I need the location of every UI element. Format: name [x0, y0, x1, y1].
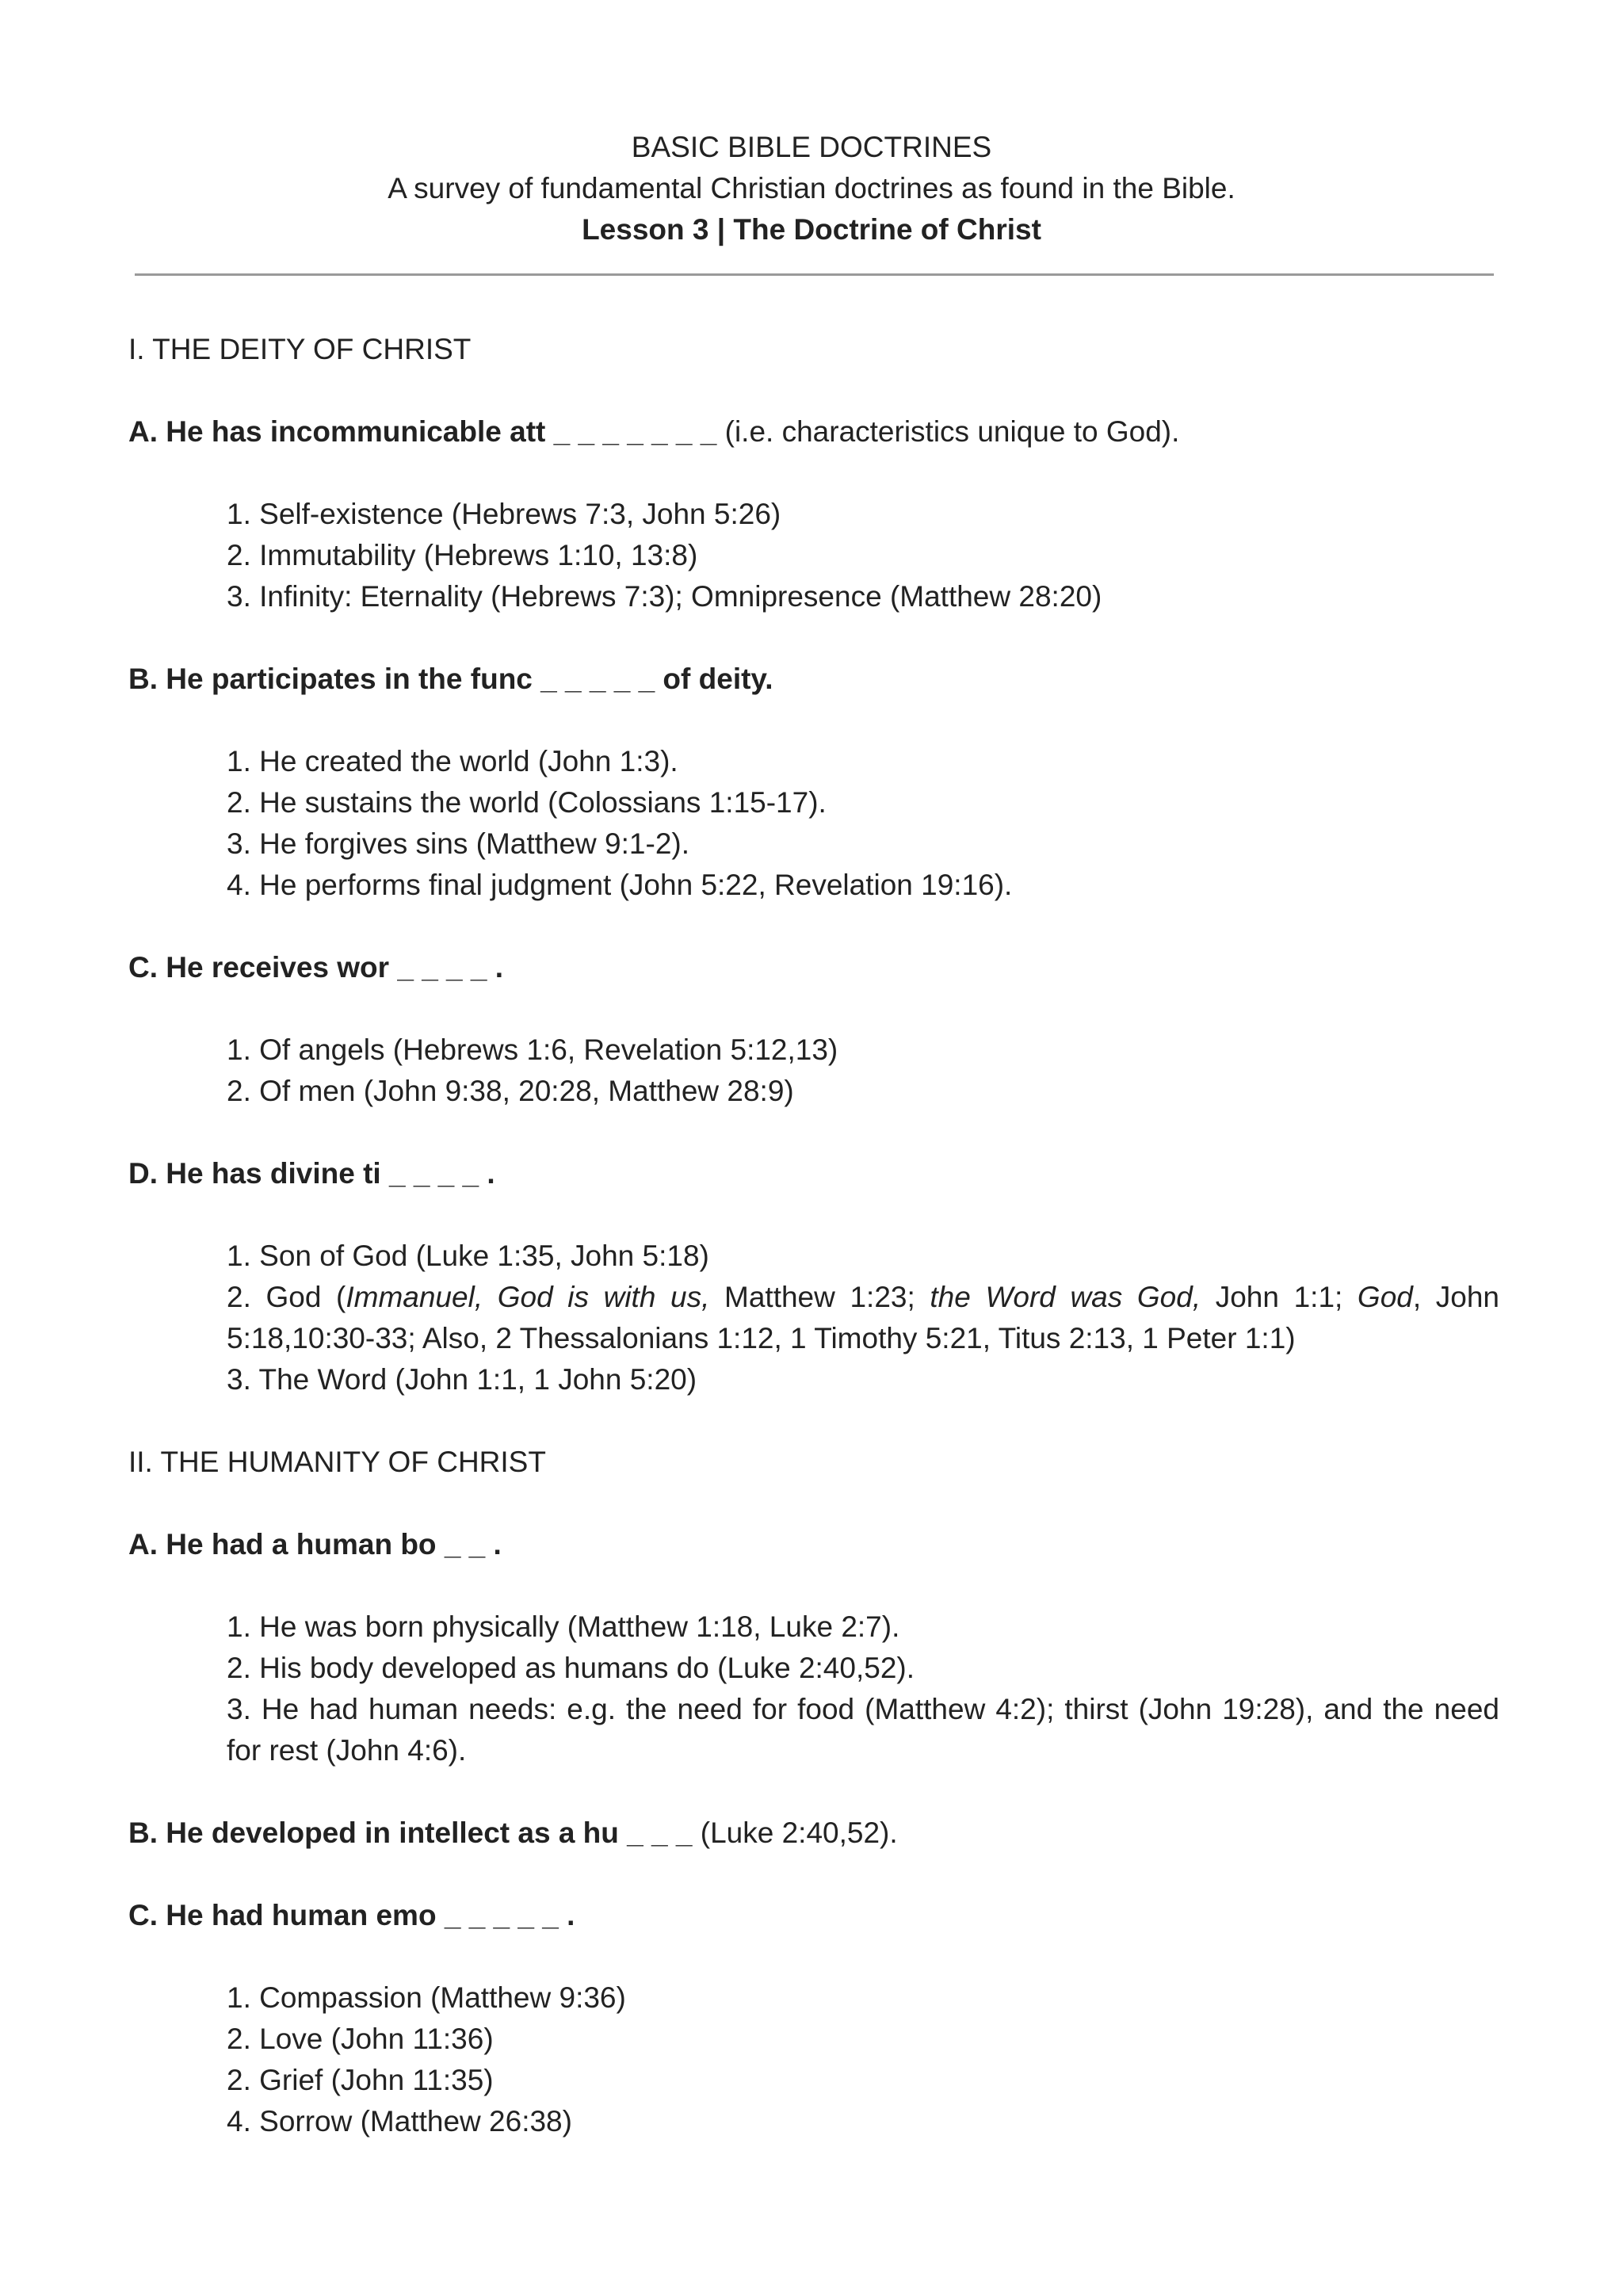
list-item [227, 1277, 1499, 1359]
point-list [227, 1606, 1499, 1771]
point-heading: B. He participates in the func _ _ _ _ _ of deity. [128, 663, 773, 695]
list-item: 2. His body developed as humans do (Luke 2:40,52). [227, 1652, 915, 1684]
point-heading: C. He had human emo _ _ _ _ _ . [128, 1899, 575, 1931]
point-heading-tail: (Luke 2:40,52). [692, 1817, 898, 1849]
header-divider [135, 273, 1494, 276]
list-item: 2. Love (John 11:36) [227, 2023, 494, 2055]
lesson-title: Lesson 3 | The Doctrine of Christ [582, 213, 1041, 246]
list-item-text: , John 5:18,10:30-33; Also, 2 Thessalonians 1:12, 1 Timothy 5:21, Titus 2:13, 1 Peter 1:1) [227, 1281, 1499, 1354]
point-heading: A. He had a human bo _ _ . [128, 1528, 502, 1561]
list-item: 1. He created the world (John 1:3). [227, 745, 678, 777]
list-item: 2. Immutability (Hebrews 1:10, 13:8) [227, 539, 698, 571]
point-heading-tail: (i.e. characteristics unique to God). [716, 415, 1180, 448]
list-item-text: 2. God ( [227, 1281, 346, 1313]
list-item-quote: the Word was God, [930, 1281, 1201, 1313]
point-heading: D. He has divine ti _ _ _ _ . [128, 1157, 495, 1190]
point-heading [128, 1813, 1499, 1854]
list-item: 4. Sorrow (Matthew 26:38) [227, 2105, 572, 2137]
list-item-text: Matthew 1:23; [709, 1281, 930, 1313]
point-list [227, 741, 1499, 906]
list-item-quote: Immanuel, God is with us, [346, 1281, 710, 1313]
list-item: 3. He had human needs: e.g. the need for food (Matthew 4:2); thirst (John 19:28), and the need for rest (John 4:6). [227, 1693, 1499, 1767]
section-heading: II. THE HUMANITY OF CHRIST [128, 1446, 546, 1478]
list-item-text: John 1:1; [1201, 1281, 1358, 1313]
point-heading-lead: A. He has incommunicable att _ _ _ _ _ _ _ [128, 415, 717, 448]
list-item: 4. He performs final judgment (John 5:22, Revelation 19:16). [227, 869, 1013, 901]
point-list [227, 494, 1499, 617]
list-item: 3. Infinity: Eternality (Hebrews 7:3); Omnipresence (Matthew 28:20) [227, 580, 1102, 613]
list-item-quote: God [1357, 1281, 1413, 1313]
section-heading: I. THE DEITY OF CHRIST [128, 333, 472, 365]
document-header [0, 127, 1623, 250]
list-item: 3. He forgives sins (Matthew 9:1-2). [227, 827, 689, 860]
list-item: 2. Grief (John 11:35) [227, 2064, 494, 2096]
list-item: 1. Compassion (Matthew 9:36) [227, 1981, 626, 2014]
point-heading-lead: B. He developed in intellect as a hu _ _ _ [128, 1817, 693, 1849]
point-heading [128, 411, 1499, 453]
list-item: 1. Self-existence (Hebrews 7:3, John 5:26) [227, 498, 781, 530]
point-heading: C. He receives wor _ _ _ _ . [128, 951, 504, 984]
point-list [227, 1236, 1499, 1400]
document-subtitle: A survey of fundamental Christian doctrines as found in the Bible. [388, 172, 1235, 204]
point-list [227, 1977, 1499, 2142]
list-item: 1. Of angels (Hebrews 1:6, Revelation 5:12,13) [227, 1033, 838, 1066]
list-item: 3. The Word (John 1:1, 1 John 5:20) [227, 1363, 697, 1396]
list-item: 1. Son of God (Luke 1:35, John 5:18) [227, 1240, 709, 1272]
document-title: BASIC BIBLE DOCTRINES [631, 131, 992, 163]
point-list [227, 1030, 1499, 1112]
document-body [128, 329, 1499, 2142]
list-item: 1. He was born physically (Matthew 1:18, Luke 2:7). [227, 1610, 900, 1643]
list-item: 2. Of men (John 9:38, 20:28, Matthew 28:9) [227, 1075, 794, 1107]
list-item: 2. He sustains the world (Colossians 1:15-17). [227, 786, 827, 819]
